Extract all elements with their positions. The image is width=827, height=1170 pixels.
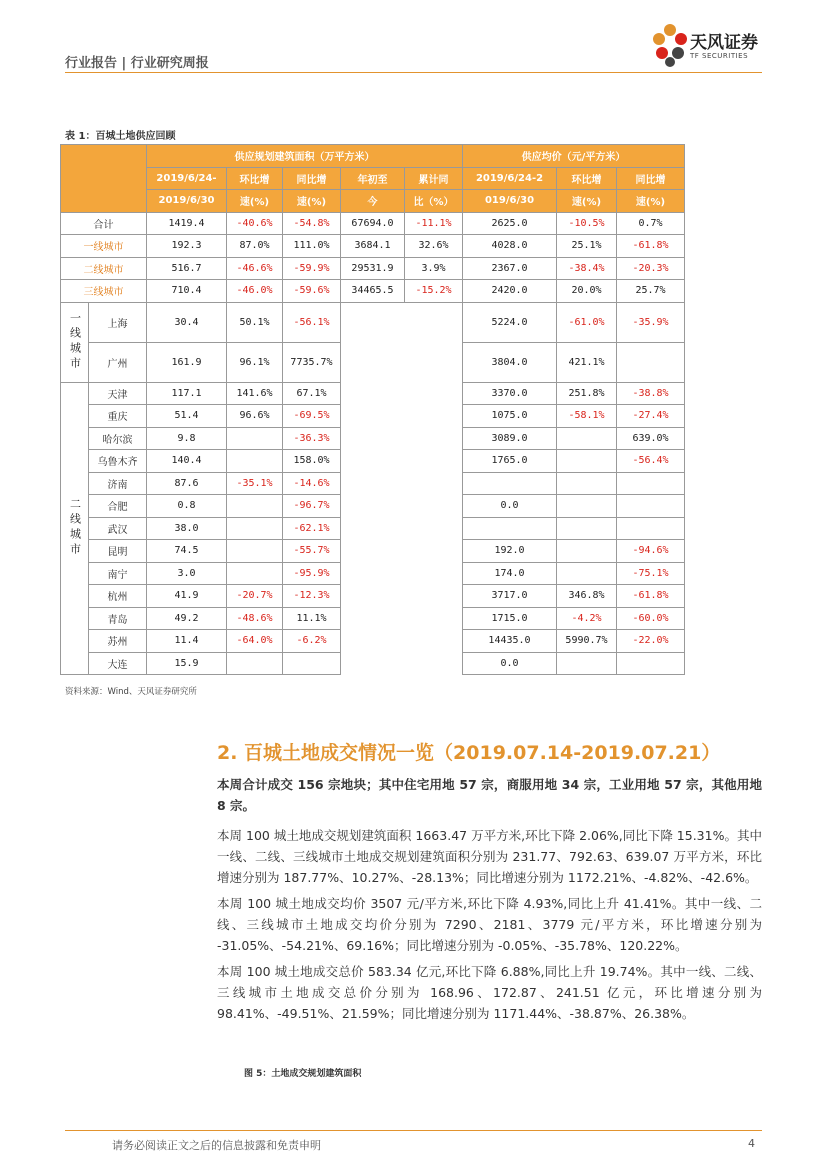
- header-divider: [65, 72, 762, 73]
- row-label: 合计: [61, 212, 147, 235]
- city-name: 合肥: [89, 495, 147, 518]
- area-mom-cell: [227, 495, 283, 518]
- header-yoy-a-2: 速(%): [283, 190, 341, 213]
- price-mom-cell: [557, 427, 617, 450]
- header-cum: 累计同: [405, 167, 463, 190]
- price-mom-cell: 251.8%: [557, 382, 617, 405]
- area-cell: 38.0: [147, 517, 227, 540]
- city-name: 重庆: [89, 405, 147, 428]
- area-mom-cell: [227, 562, 283, 585]
- tier2-rows: [61, 382, 685, 675]
- price-cell: 2420.0: [463, 280, 557, 303]
- header-period-b-2: 019/6/30: [463, 190, 557, 213]
- price-cell: 1715.0: [463, 607, 557, 630]
- ytd-cell: 34465.5: [341, 280, 405, 303]
- price-cell: 5224.0: [463, 302, 557, 342]
- area-yoy-cell: -59.9%: [283, 257, 341, 280]
- area-mom-cell: [227, 450, 283, 473]
- price-yoy-cell: -60.0%: [617, 607, 685, 630]
- section-title: 2. 百城土地成交情况一览（2019.07.14-2019.07.21）: [217, 742, 721, 764]
- area-mom-cell: [227, 540, 283, 563]
- city-name: 上海: [89, 302, 147, 342]
- price-mom-cell: [557, 450, 617, 473]
- price-mom-cell: [557, 562, 617, 585]
- area-mom-cell: -64.0%: [227, 630, 283, 653]
- area-cell: 51.4: [147, 405, 227, 428]
- area-mom-cell: 87.0%: [227, 235, 283, 258]
- price-cell: 0.0: [463, 652, 557, 675]
- area-yoy-cell: -6.2%: [283, 630, 341, 653]
- price-mom-cell: 421.1%: [557, 342, 617, 382]
- price-cell: 2367.0: [463, 257, 557, 280]
- city-name: 大连: [89, 652, 147, 675]
- price-yoy-cell: -35.9%: [617, 302, 685, 342]
- area-yoy-cell: -36.3%: [283, 427, 341, 450]
- header-period-b: 2019/6/24-2: [463, 167, 557, 190]
- price-mom-cell: 20.0%: [557, 280, 617, 303]
- ytd-yoy-cell: 32.6%: [405, 235, 463, 258]
- company-logo: [648, 22, 768, 72]
- area-yoy-cell: 7735.7%: [283, 342, 341, 382]
- price-cell: 1765.0: [463, 450, 557, 473]
- ytd-yoy-cell: 3.9%: [405, 257, 463, 280]
- area-yoy-cell: 11.1%: [283, 607, 341, 630]
- city-name: 武汉: [89, 517, 147, 540]
- city-name: 青岛: [89, 607, 147, 630]
- price-cell: 192.0: [463, 540, 557, 563]
- area-cell: 11.4: [147, 630, 227, 653]
- row-label: 一线城市: [61, 235, 147, 258]
- header-mom-b: 环比增: [557, 167, 617, 190]
- area-yoy-cell: -14.6%: [283, 472, 341, 495]
- area-yoy-cell: -95.9%: [283, 562, 341, 585]
- page-number: 4: [748, 1137, 755, 1150]
- area-cell: 117.1: [147, 382, 227, 405]
- area-yoy-cell: 111.0%: [283, 235, 341, 258]
- price-yoy-cell: -94.6%: [617, 540, 685, 563]
- footer-disclaimer: 请务必阅读正文之后的信息披露和免责申明: [112, 1139, 321, 1152]
- area-mom-cell: [227, 652, 283, 675]
- price-mom-cell: [557, 540, 617, 563]
- price-mom-cell: 25.1%: [557, 235, 617, 258]
- ytd-cell: 3684.1: [341, 235, 405, 258]
- area-yoy-cell: -54.8%: [283, 212, 341, 235]
- area-mom-cell: [227, 427, 283, 450]
- price-yoy-cell: -20.3%: [617, 257, 685, 280]
- area-yoy-cell: -62.1%: [283, 517, 341, 540]
- area-cell: 710.4: [147, 280, 227, 303]
- price-mom-cell: -61.0%: [557, 302, 617, 342]
- city-name: 昆明: [89, 540, 147, 563]
- city-name: 杭州: [89, 585, 147, 608]
- price-cell: 3089.0: [463, 427, 557, 450]
- price-mom-cell: [557, 495, 617, 518]
- price-mom-cell: [557, 517, 617, 540]
- header-mom-a: 环比增: [227, 167, 283, 190]
- price-cell: 174.0: [463, 562, 557, 585]
- area-mom-cell: [227, 517, 283, 540]
- city-name: 哈尔滨: [89, 427, 147, 450]
- header-cum-2: 比（%）: [405, 190, 463, 213]
- figure-caption: 图 5：土地成交规划建筑面积: [244, 1069, 362, 1079]
- city-name: 广州: [89, 342, 147, 382]
- area-cell: 161.9: [147, 342, 227, 382]
- area-cell: 1419.4: [147, 212, 227, 235]
- area-mom-cell: 50.1%: [227, 302, 283, 342]
- area-cell: 49.2: [147, 607, 227, 630]
- price-yoy-cell: -22.0%: [617, 630, 685, 653]
- table-header-row-3: [61, 190, 685, 213]
- area-cell: 15.9: [147, 652, 227, 675]
- city-name: 南宁: [89, 562, 147, 585]
- price-mom-cell: -38.4%: [557, 257, 617, 280]
- area-mom-cell: -20.7%: [227, 585, 283, 608]
- section-summary: 本周合计成交 156 宗地块；其中住宅用地 57 宗，商服用地 34 宗，工业用地 57 宗，其他用地 8 宗。: [217, 777, 762, 813]
- price-cell: 3717.0: [463, 585, 557, 608]
- area-mom-cell: 96.1%: [227, 342, 283, 382]
- header-period-a: 2019/6/24-: [147, 167, 227, 190]
- area-cell: 41.9: [147, 585, 227, 608]
- corner-header: [61, 145, 147, 213]
- area-yoy-cell: [283, 652, 341, 675]
- header-supply-area: 供应规划建筑面积（万平方米）: [147, 145, 463, 168]
- area-mom-cell: 141.6%: [227, 382, 283, 405]
- price-yoy-cell: -38.8%: [617, 382, 685, 405]
- paragraph-total: 本周 100 城土地成交总价 583.34 亿元,环比下降 6.88%,同比上升 19.74%。其中一线、二线、三线城市土地成交总价分别为 168.96、172.87、241.51 亿元，环比增速分别为 98.41%、-49.51%、21.59%；同比增速分别为 1171.44%、-38.87%、26.38%。: [217, 964, 762, 1021]
- summary-row: [61, 280, 685, 303]
- summary-row: [61, 257, 685, 280]
- area-cell: 192.3: [147, 235, 227, 258]
- summary-rows: [61, 212, 685, 302]
- header-ytd-2: 今: [341, 190, 405, 213]
- price-mom-cell: -10.5%: [557, 212, 617, 235]
- price-yoy-cell: -75.1%: [617, 562, 685, 585]
- price-cell: [463, 517, 557, 540]
- paragraph-price: 本周 100 城土地成交均价 3507 元/平方米,环比下降 4.93%,同比上升 41.41%。其中一线、二线、三线城市土地成交均价分别为 7290、2181、3779 元/平方米，环比增速分别为 -31.05%、-54.21%、69.16%；同比增速分别为 -0.05%、-35.78%、120.22%。: [217, 896, 762, 953]
- logo-name: 天风证券: [690, 33, 758, 53]
- header-mom-b-2: 速(%): [557, 190, 617, 213]
- header-ytd: 年初至: [341, 167, 405, 190]
- city-name: 济南: [89, 472, 147, 495]
- area-mom-cell: -40.6%: [227, 212, 283, 235]
- price-yoy-cell: [617, 472, 685, 495]
- area-mom-cell: -46.6%: [227, 257, 283, 280]
- header-avg-price: 供应均价（元/平方米）: [463, 145, 685, 168]
- city-name: 乌鲁木齐: [89, 450, 147, 473]
- area-cell: 9.8: [147, 427, 227, 450]
- area-yoy-cell: 158.0%: [283, 450, 341, 473]
- tier2-group-label: 二线城市: [61, 382, 89, 675]
- table-caption: 表 1：百城土地供应回顾: [65, 131, 176, 142]
- header-yoy-b: 同比增: [617, 167, 685, 190]
- price-cell: 1075.0: [463, 405, 557, 428]
- ytd-yoy-cell: -15.2%: [405, 280, 463, 303]
- area-cell: 140.4: [147, 450, 227, 473]
- price-yoy-cell: -61.8%: [617, 235, 685, 258]
- header-mom-a-2: 速(%): [227, 190, 283, 213]
- area-yoy-cell: -56.1%: [283, 302, 341, 342]
- table-source: 资料来源：Wind、天风证券研究所: [65, 687, 197, 697]
- area-cell: 74.5: [147, 540, 227, 563]
- price-mom-cell: -58.1%: [557, 405, 617, 428]
- city-name: 苏州: [89, 630, 147, 653]
- price-yoy-cell: 639.0%: [617, 427, 685, 450]
- price-mom-cell: [557, 472, 617, 495]
- area-mom-cell: -35.1%: [227, 472, 283, 495]
- area-yoy-cell: -59.6%: [283, 280, 341, 303]
- area-yoy-cell: -96.7%: [283, 495, 341, 518]
- table-header-row-1: [61, 145, 685, 168]
- footer-divider: [65, 1130, 762, 1131]
- price-yoy-cell: -61.8%: [617, 585, 685, 608]
- summary-row: [61, 212, 685, 235]
- price-cell: 2625.0: [463, 212, 557, 235]
- row-label: 二线城市: [61, 257, 147, 280]
- price-cell: 0.0: [463, 495, 557, 518]
- city-row: [61, 382, 685, 405]
- header-yoy-a: 同比增: [283, 167, 341, 190]
- price-yoy-cell: 25.7%: [617, 280, 685, 303]
- area-cell: 87.6: [147, 472, 227, 495]
- area-yoy-cell: -69.5%: [283, 405, 341, 428]
- price-cell: 14435.0: [463, 630, 557, 653]
- price-yoy-cell: -27.4%: [617, 405, 685, 428]
- area-cell: 0.8: [147, 495, 227, 518]
- area-yoy-cell: -12.3%: [283, 585, 341, 608]
- ytd-blank: [341, 302, 463, 382]
- ytd-cell: 29531.9: [341, 257, 405, 280]
- area-cell: 30.4: [147, 302, 227, 342]
- table-header-row-2: [61, 167, 685, 190]
- logo-subtitle: TF SECURITIES: [690, 52, 749, 60]
- area-mom-cell: -48.6%: [227, 607, 283, 630]
- price-yoy-cell: [617, 652, 685, 675]
- price-mom-cell: 5990.7%: [557, 630, 617, 653]
- tier1-rows: [61, 302, 685, 382]
- price-yoy-cell: [617, 495, 685, 518]
- area-mom-cell: -46.0%: [227, 280, 283, 303]
- ytd-blank: [341, 382, 463, 675]
- flower-logo-icon: [648, 22, 688, 68]
- price-cell: 3370.0: [463, 382, 557, 405]
- row-label: 三线城市: [61, 280, 147, 303]
- price-yoy-cell: 0.7%: [617, 212, 685, 235]
- ytd-yoy-cell: -11.1%: [405, 212, 463, 235]
- ytd-cell: 67694.0: [341, 212, 405, 235]
- area-mom-cell: 96.6%: [227, 405, 283, 428]
- header-yoy-b-2: 速(%): [617, 190, 685, 213]
- price-mom-cell: 346.8%: [557, 585, 617, 608]
- price-cell: 4028.0: [463, 235, 557, 258]
- paragraph-area: 本周 100 城土地成交规划建筑面积 1663.47 万平方米,环比下降 2.06%,同比下降 15.31%。其中一线、二线、三线城市土地成交规划建筑面积分别为 231.77、792.63、639.07 万平方米，环比增速分别为 187.77%、10.27%、-28.13%；同比增速分别为 1172.21%、-4.82%、-42.6%。: [217, 828, 762, 885]
- price-yoy-cell: [617, 517, 685, 540]
- summary-row: [61, 235, 685, 258]
- tier1-group-label: 一线城市: [61, 302, 89, 382]
- land-supply-table: [60, 144, 685, 675]
- price-yoy-cell: [617, 342, 685, 382]
- city-name: 天津: [89, 382, 147, 405]
- price-cell: [463, 472, 557, 495]
- header-period-a-2: 2019/6/30: [147, 190, 227, 213]
- area-yoy-cell: -55.7%: [283, 540, 341, 563]
- area-cell: 516.7: [147, 257, 227, 280]
- price-mom-cell: [557, 652, 617, 675]
- price-yoy-cell: -56.4%: [617, 450, 685, 473]
- price-mom-cell: -4.2%: [557, 607, 617, 630]
- area-cell: 3.0: [147, 562, 227, 585]
- city-row: [61, 302, 685, 342]
- area-yoy-cell: 67.1%: [283, 382, 341, 405]
- price-cell: 3804.0: [463, 342, 557, 382]
- report-breadcrumb: 行业报告 | 行业研究周报: [65, 56, 209, 71]
